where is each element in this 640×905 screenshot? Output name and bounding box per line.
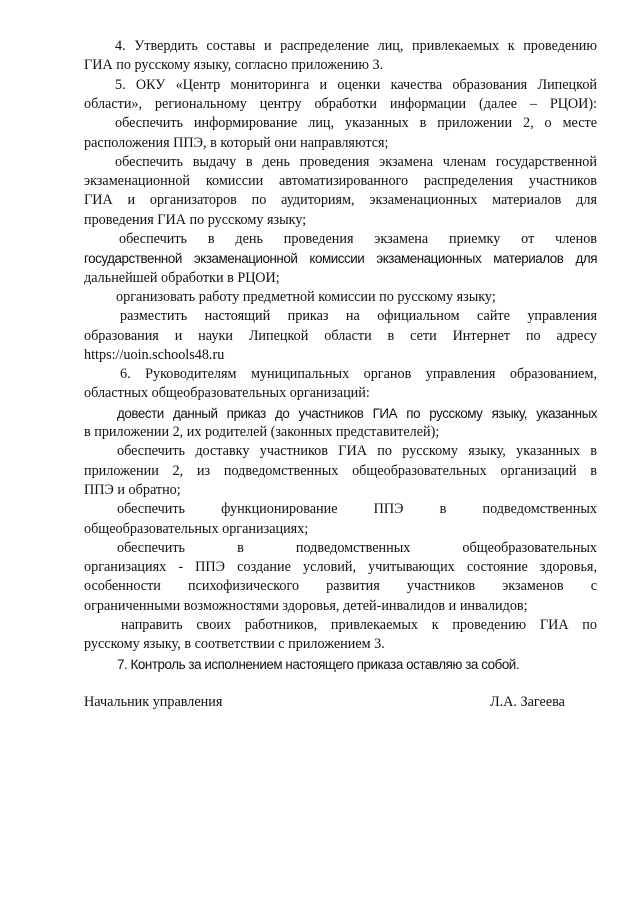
text-line: ГИА и организаторов по аудиториям, экзаменационных материалов для <box>84 192 597 208</box>
text-line: расположения ППЭ, в который они направляются; <box>84 135 389 151</box>
text-line: приложении 2, из подведомственных общеобразовательных организаций в <box>84 463 597 479</box>
text-line: обеспечить информирование лиц, указанных в приложении 2, о месте <box>115 115 597 131</box>
text-line: в приложении 2, их родителей (законных представителей); <box>84 424 440 440</box>
signature-title: Начальник управления <box>84 694 223 710</box>
text-line: русскому языку, в соответствии с приложением 3. <box>84 636 385 652</box>
text-line: обеспечить в день проведения экзамена приемку от членов <box>119 231 597 247</box>
text-line: общеобразовательных организациях; <box>84 521 309 537</box>
text-line: области», региональному центру обработки информации (далее – РЦОИ): <box>84 96 597 112</box>
text-line: направить своих работников, привлекаемых к проведению ГИА по <box>121 617 597 633</box>
text-line: проведения ГИА по русскому языку; <box>84 212 307 228</box>
text-line: обеспечить функционирование ППЭ в подведомственных <box>117 501 597 517</box>
text-line: ППЭ и обратно; <box>84 482 181 498</box>
signature-name: Л.А. Загеева <box>490 694 565 710</box>
text-line: организациях - ППЭ создание условий, учитывающих состояние здоровья, <box>84 559 597 575</box>
text-line: довести данный приказ до участников ГИА по русскому языку, указанных <box>117 406 597 421</box>
text-line: 7. Контроль за исполнением настоящего приказа оставляю за собой. <box>117 657 520 672</box>
text-line: разместить настоящий приказ на официальном сайте управления <box>120 308 597 324</box>
text-line: 4. Утвердить составы и распределение лиц, привлекаемых к проведению <box>115 38 597 54</box>
text-line: дальнейшей обработки в РЦОИ; <box>84 270 280 286</box>
text-line: областных общеобразовательных организаций: <box>84 385 370 401</box>
text-line: обеспечить выдачу в день проведения экзамена членам государственной <box>115 154 597 170</box>
text-line: 6. Руководителям муниципальных органов управления образованием, <box>120 366 597 382</box>
text-line: 5. ОКУ «Центр мониторинга и оценки качества образования Липецкой <box>115 77 597 93</box>
text-line: ГИА по русскому языку, согласно приложению 3. <box>84 57 384 73</box>
text-line: государственной экзаменационной комиссии экзаменационных материалов для <box>84 251 597 266</box>
text-line: образования и науки Липецкой области в сети Интернет по адресу <box>84 328 597 344</box>
text-line: ограниченными возможностями здоровья, детей-инвалидов и инвалидов; <box>84 598 528 614</box>
text-line: обеспечить доставку участников ГИА по русскому языку, указанных в <box>117 443 597 459</box>
text-line: https://uoin.schools48.ru <box>84 347 225 363</box>
text-line: особенности психофизического развития участников экзаменов с <box>84 578 597 594</box>
text-line: экзаменационной комиссии автоматизированного распределения участников <box>84 173 597 189</box>
text-line: обеспечить в подведомственных общеобразовательных <box>117 540 597 556</box>
text-line: организовать работу предметной комиссии по русскому языку; <box>116 289 496 305</box>
